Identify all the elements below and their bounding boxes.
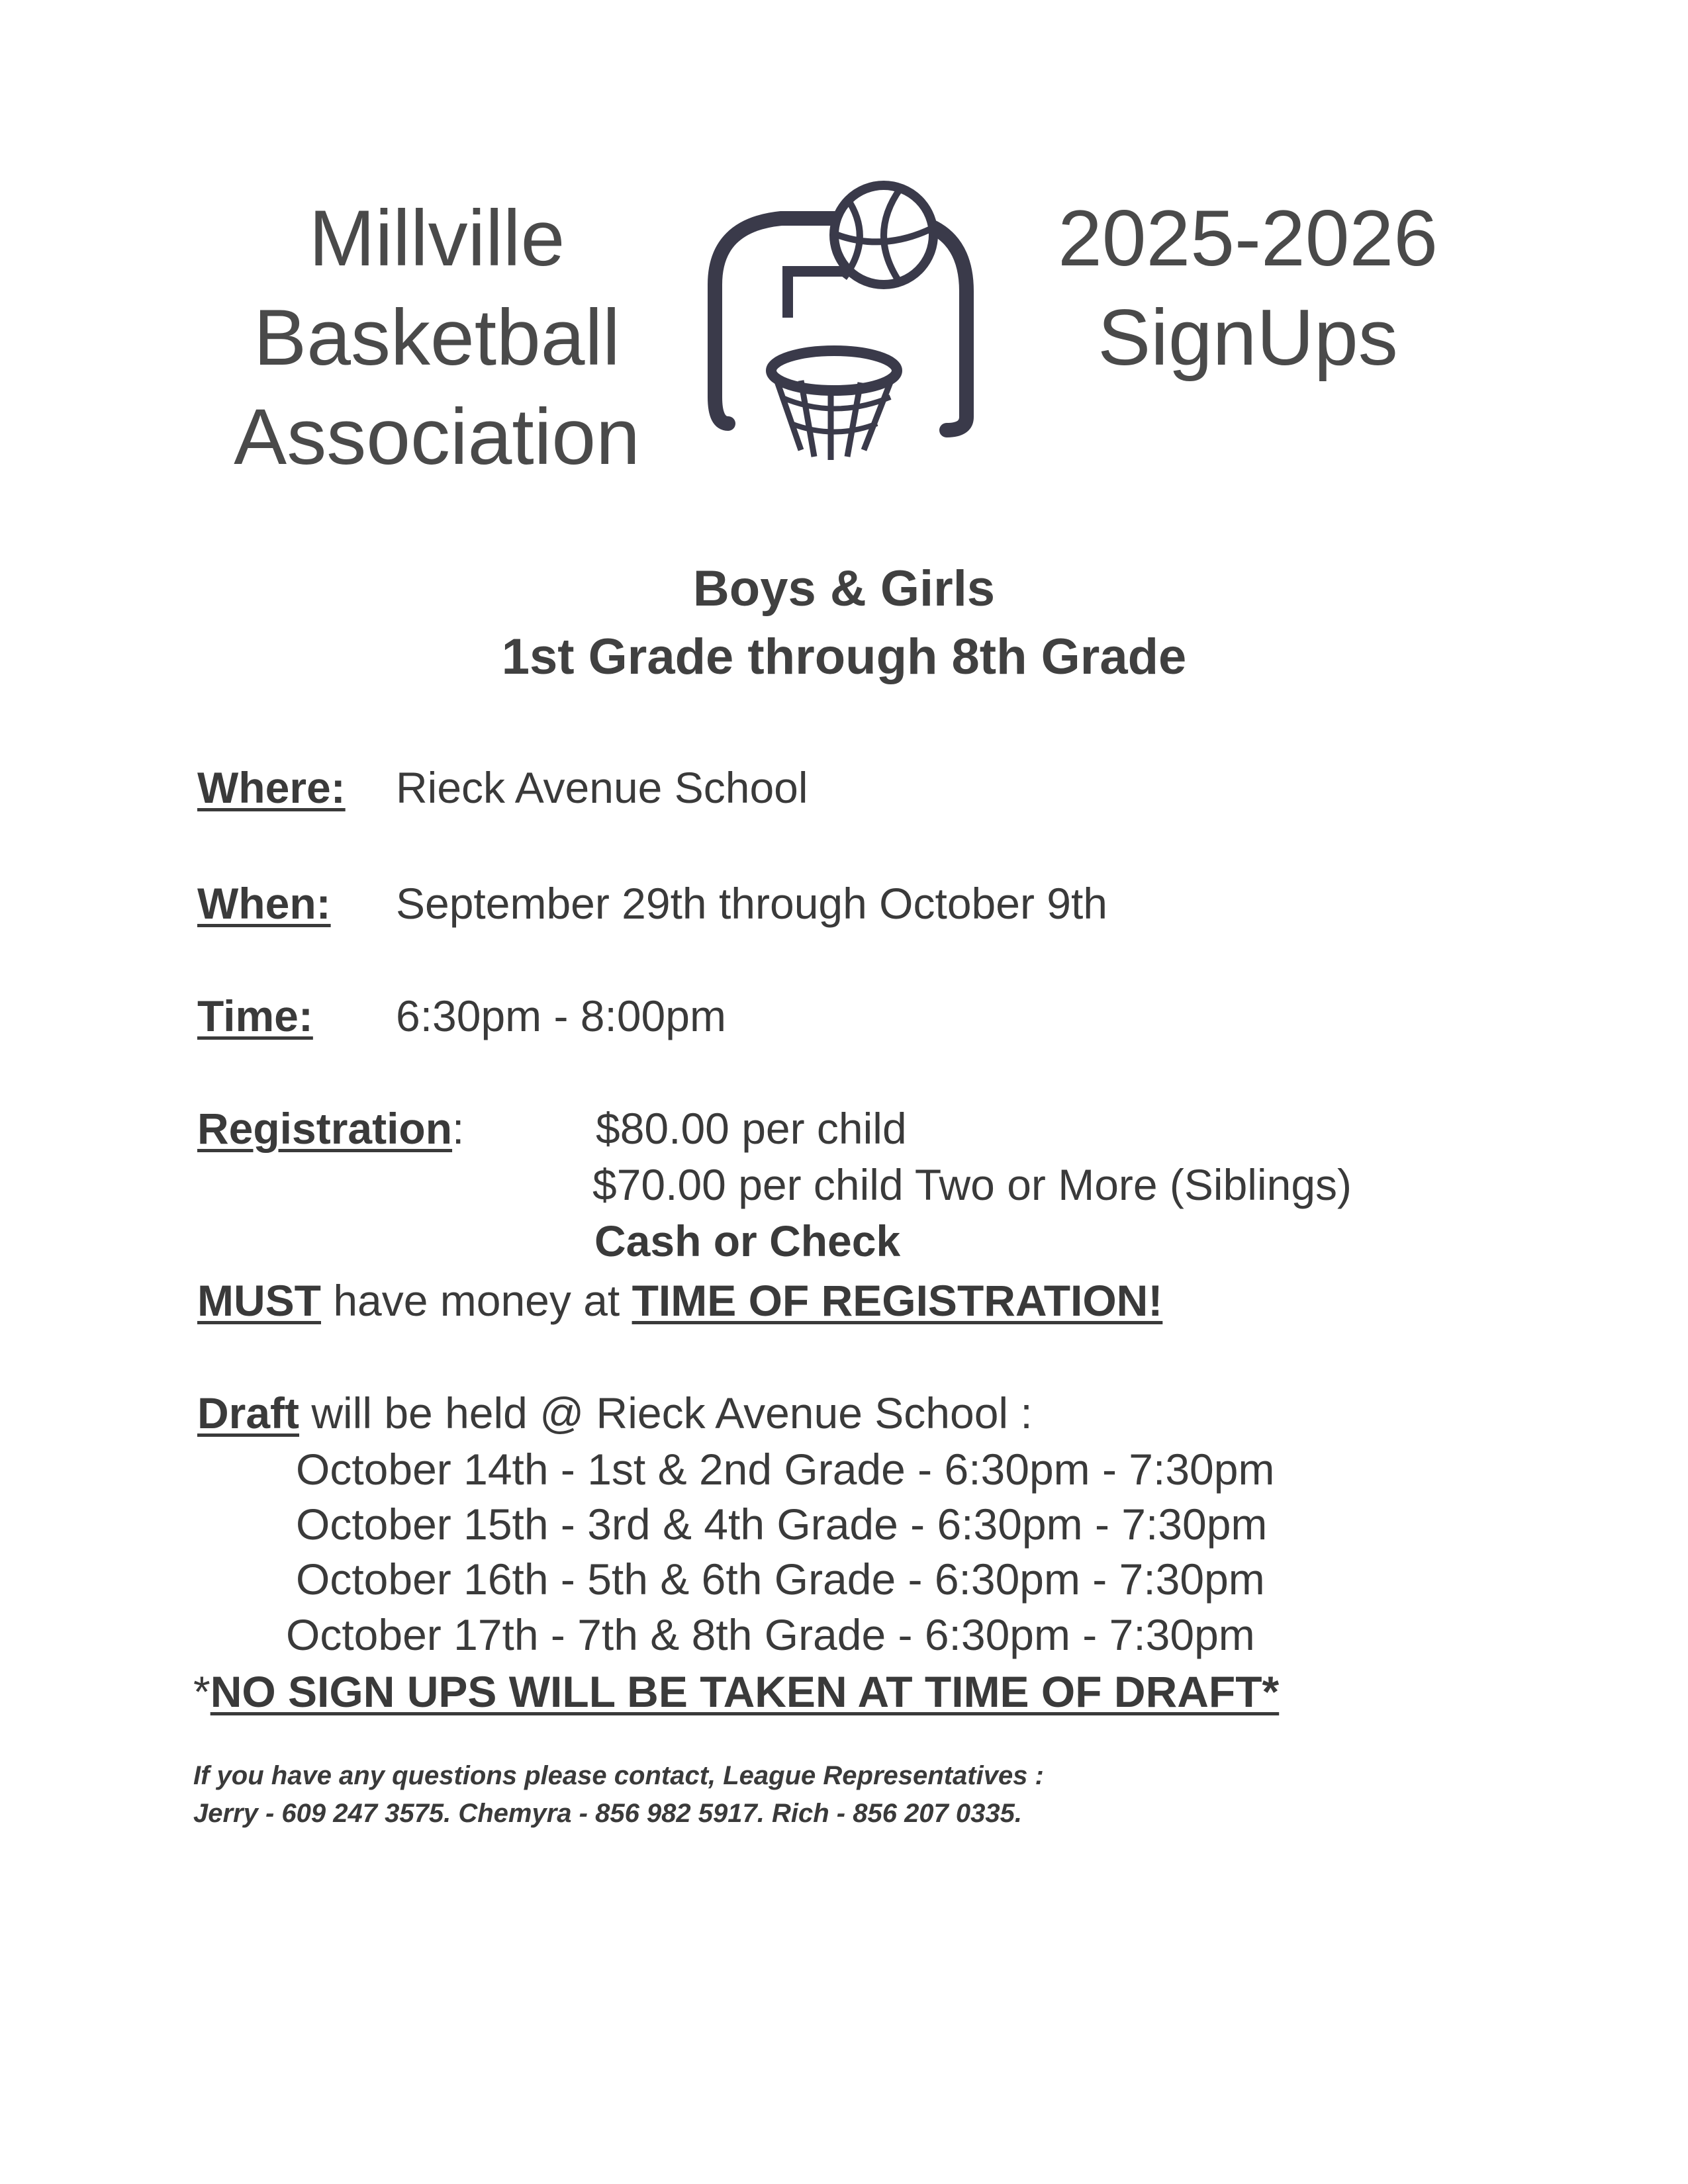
fee-single: $80.00 per child (596, 1104, 907, 1153)
org-name-line-3: Association (234, 392, 640, 481)
season-event: SignUps (1098, 293, 1398, 382)
draft-intro-text: will be held @ Rieck Avenue School : (299, 1388, 1033, 1437)
must-middle: have money at (320, 1276, 632, 1325)
draft-session-4: October 17th - 7th & 8th Grade - 6:30pm - 7:30pm (286, 1610, 1255, 1659)
where-label-text: Where: (197, 763, 346, 812)
draft-intro (197, 1388, 1033, 1437)
audience-heading: Boys & Girls (692, 561, 996, 617)
registration-label-text: Registration (197, 1104, 453, 1153)
draft-notice (193, 1667, 1280, 1716)
when-value: September 29th through October 9th (396, 879, 1108, 928)
draft-notice-text: NO SIGN UPS WILL BE TAKEN AT TIME OF DRAFT* (210, 1667, 1280, 1716)
org-name-line-2: Basketball (254, 293, 620, 382)
where-label (197, 763, 346, 812)
payment-methods: Cash or Check (594, 1216, 901, 1265)
contact-line-1: If you have any questions please contact, League Representatives : (193, 1761, 1044, 1790)
season-year: 2025-2026 (1058, 194, 1438, 283)
fee-siblings: $70.00 per child Two or More (Siblings) (592, 1160, 1352, 1209)
time-label-text: Time: (197, 991, 313, 1040)
draft-label: Draft (197, 1388, 300, 1437)
draft-notice-star: * (193, 1667, 211, 1716)
must-word: MUST (197, 1276, 321, 1325)
time-label (197, 991, 313, 1040)
payment-requirement (197, 1276, 1163, 1325)
contact-line-2: Jerry - 609 247 3575. Chemyra - 856 982 5917. Rich - 856 207 0335. (193, 1799, 1023, 1828)
grade-range-heading: 1st Grade through 8th Grade (501, 629, 1187, 685)
when-label-text: When: (197, 879, 331, 928)
org-name-line-1: Millville (308, 194, 565, 283)
draft-session-3: October 16th - 5th & 6th Grade - 6:30pm - 7:30pm (296, 1555, 1265, 1604)
time-value: 6:30pm - 8:00pm (396, 991, 726, 1040)
must-emphasis: TIME OF REGISTRATION! (632, 1276, 1163, 1325)
basketball-hoop-icon (702, 172, 980, 463)
draft-session-2: October 15th - 3rd & 4th Grade - 6:30pm - 7:30pm (296, 1500, 1268, 1549)
where-value: Rieck Avenue School (396, 763, 808, 812)
draft-session-1: October 14th - 1st & 2nd Grade - 6:30pm - 7:30pm (296, 1445, 1275, 1494)
when-label (197, 879, 331, 928)
registration-colon: : (452, 1104, 465, 1153)
registration-label (197, 1104, 465, 1153)
